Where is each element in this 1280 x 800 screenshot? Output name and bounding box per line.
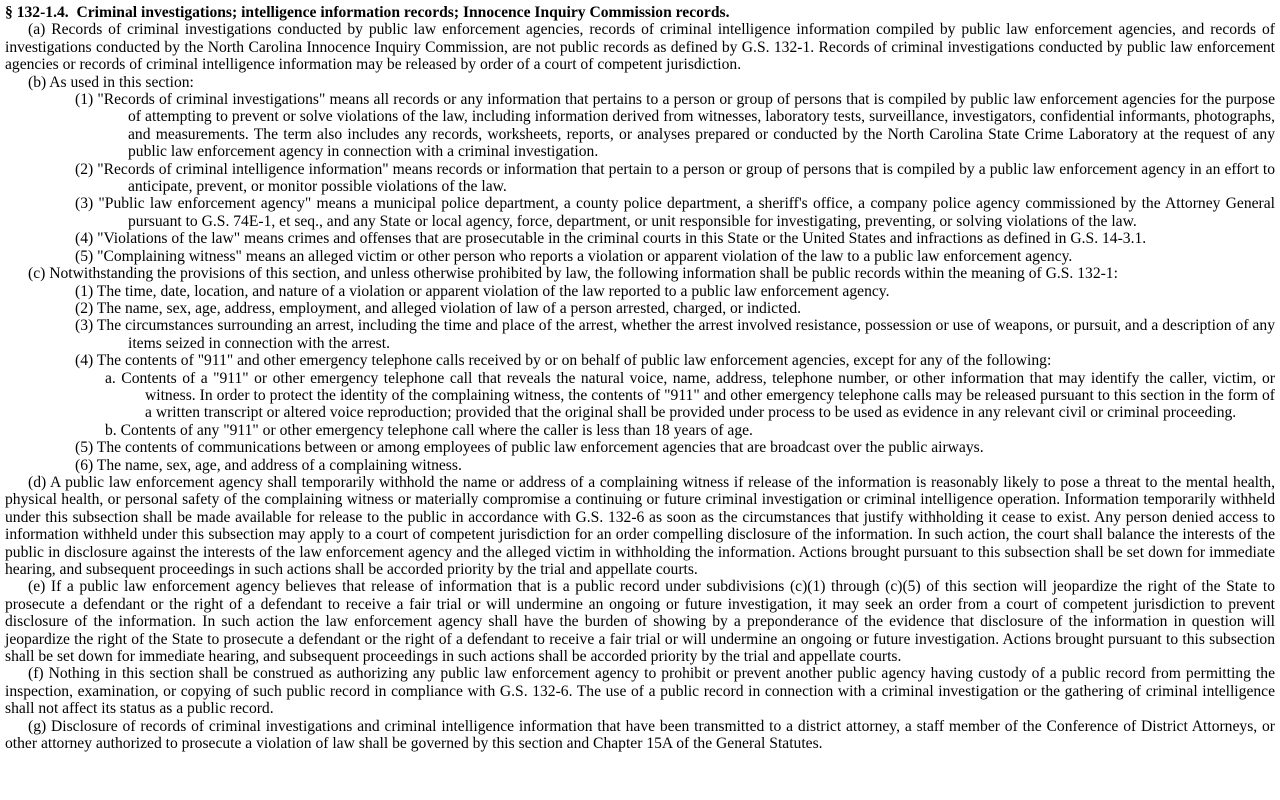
statute-section-b-item-1: (1) "Records of criminal investigations" means all records or any information that pertains to a person or group of persons that is compiled by public law enforcement agencies for the purpose of attempting to prevent or solve violations of the law, including information derived from witnesses, laboratory tests, surveillance, investigators, confidential informants, photographs, and measurements. The term also includes any records, worksheets, reports, or analyses prepared or conducted by the North Carolina State Crime Laboratory at the request of any public law enforcement agency in connection with a criminal investigation.: [75, 91, 1275, 161]
statute-section-c-item-2: (2) The name, sex, age, address, employment, and alleged violation of law of a person arrested, charged, or indicted.: [75, 299, 802, 317]
statute-section-f: (f) Nothing in this section shall be construed as authorizing any public law enforcement agency to prohibit or prevent another public agency having custody of a public record from permitting the inspection, examination, or copying of such public record in compliance with G.S. 132-6. The use of a public record in connection with a criminal investigation or the gathering of criminal intelligence shall not affect its status as a public record.: [5, 665, 1275, 718]
statute-section-c-item-4-sub-a: a. Contents of a "911" or other emergency telephone call that reveals the natural voice, name, address, telephone number, or other information that may identify the caller, victim, or witness. In order to protect the identity of the complaining witness, the contents of "911" and other emergency telephone calls may be released pursuant to this section in the form of a written transcript or altered voice reproduction; provided that the original shall be provided under process to be used as evidence in any relevant civil or criminal proceeding.: [105, 369, 1275, 422]
statute-section-a: (a) Records of criminal investigations conducted by public law enforcement agencies, records of criminal intelligence information compiled by public law enforcement agencies, and records of investigations conducted by the North Carolina Innocence Inquiry Commission, are not public records as defined by G.S. 132-1. Records of criminal investigations conducted by public law enforcement agencies or records of criminal intelligence information may be released by order of a court of competent jurisdiction.: [5, 21, 1275, 74]
statute-section-b-item-3: (3) "Public law enforcement agency" means a municipal police department, a county police department, a sheriff's office, a company police agency commissioned by the Attorney General pursuant to G.S. 74E-1, et seq., and any State or local agency, force, department, or unit responsible for investigating, preventing, or solving violations of the law.: [75, 195, 1275, 230]
statute-section-c-item-3: (3) The circumstances surrounding an arrest, including the time and place of the arrest, whether the arrest involved resistance, possession or use of weapons, or pursuit, and a description of any items seized in connection with the arrest.: [75, 317, 1275, 352]
statute-section-b-item-2: (2) "Records of criminal intelligence information" means records or information that pertain to a person or group of persons that is compiled by a public law enforcement agency in an effort to anticipate, prevent, or monitor possible violations of the law.: [75, 160, 1275, 196]
statute-section-c-item-1: (1) The time, date, location, and nature of a violation or apparent violation of the law reported to a public law enforcement agency.: [75, 282, 890, 300]
statute-section-b-item-5: (5) "Complaining witness" means an alleged victim or other person who reports a violation or apparent violation of the law to a public law enforcement agency.: [75, 247, 1073, 265]
statute-section-b-intro: (b) As used in this section:: [28, 73, 194, 91]
statute-title: § 132-1.4. Criminal investigations; intelligence information records; Innocence Inquiry Commission records.: [5, 4, 730, 21]
statute-section-c-item-4: (4) The contents of "911" and other emergency telephone calls received by or on behalf of public law enforcement agencies, except for any of the following:: [75, 352, 1052, 370]
statute-section-d: (d) A public law enforcement agency shall temporarily withhold the name or address of a complaining witness if release of the information is reasonably likely to pose a threat to the mental health, physical health, or personal safety of the complaining witness or materially compromise a continuing or future criminal investigation or criminal intelligence operation. Information temporarily withheld under this subsection shall be made available for release to the public in accordance with G.S. 132-6 as soon as the circumstances that justify withholding it cease to exist. Any person denied access to information withheld under this subsection may apply to a court of competent jurisdiction for an order compelling disclosure of the information. In such action, the court shall balance the interests of the public in disclosure against the interests of the law enforcement agency and the alleged victim in withholding the information. Actions brought pursuant to this subsection shall be set down for immediate hearing, and subsequent proceedings in such actions shall be accorded priority by the trial and appellate courts.: [5, 473, 1275, 578]
statute-section-c-intro: (c) Notwithstanding the provisions of this section, and unless otherwise prohibited by law, the following information shall be public records within the meaning of G.S. 132-1:: [28, 265, 1118, 283]
statute-section-g: (g) Disclosure of records of criminal investigations and criminal intelligence information that have been transmitted to a district attorney, a staff member of the Conference of District Attorneys, or other attorney authorized to prosecute a violation of law shall be governed by this section and Chapter 15A of the General Statutes.: [5, 717, 1275, 753]
statute-section-c-item-5: (5) The contents of communications between or among employees of public law enforcement agencies that are broadcast over the public airways.: [75, 439, 984, 457]
statute-section-c-item-4-sub-b: b. Contents of any "911" or other emergency telephone call where the caller is less than 18 years of age.: [105, 421, 753, 439]
statute-section-b-item-4: (4) "Violations of the law" means crimes and offenses that are prosecutable in the criminal courts in this State or the United States and infractions as defined in G.S. 14-3.1.: [75, 230, 1147, 248]
statute-section-c-item-6: (6) The name, sex, age, and address of a complaining witness.: [75, 456, 462, 474]
statute-section-e: (e) If a public law enforcement agency believes that release of information that is a public record under subdivisions (c)(1) through (c)(5) of this section will jeopardize the right of the State to prosecute a defendant or the right of a defendant to receive a fair trial or will undermine an ongoing or future investigation, it may seek an order from a court of competent jurisdiction to prevent disclosure of the information. In such action the law enforcement agency shall have the burden of showing by a preponderance of the evidence that disclosure of the information in question will jeopardize the right of the State to prosecute a defendant or the right of a defendant to receive a fair trial or will undermine an ongoing or future investigation. Actions brought pursuant to this subsection shall be set down for immediate hearing, and subsequent proceedings in such actions shall be accorded priority by the trial and appellate courts.: [5, 578, 1275, 666]
